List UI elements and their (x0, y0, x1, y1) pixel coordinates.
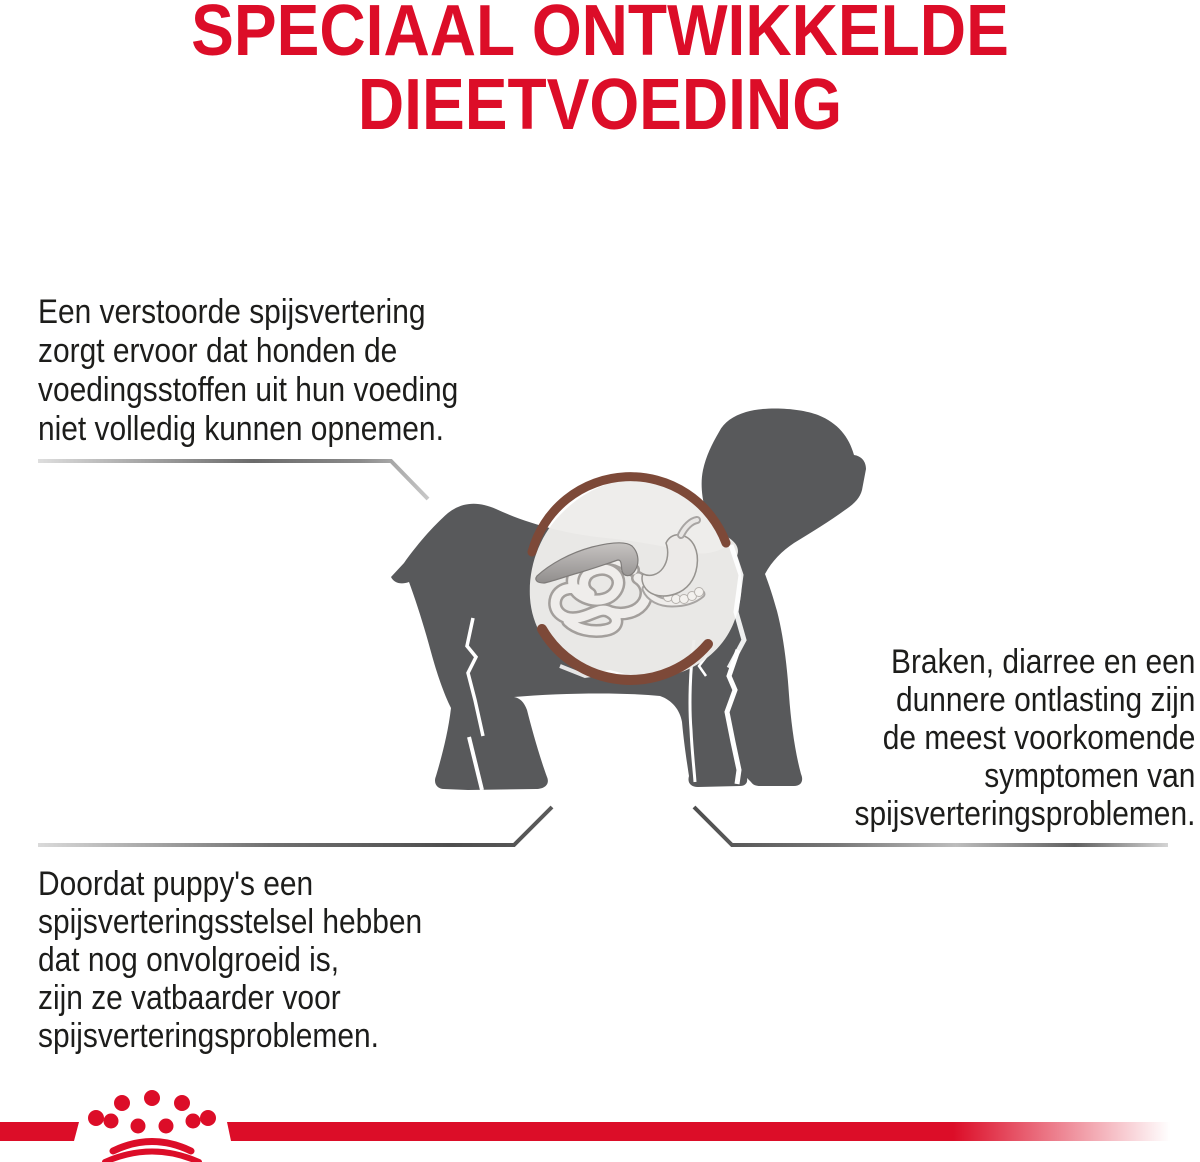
crown-dot (174, 1095, 190, 1111)
page-title-line-1: SPECIAAL ONTWIKKELDE (191, 0, 1009, 71)
crown-dot (114, 1095, 130, 1111)
text-line: Doordat puppy's een (38, 865, 314, 903)
text-line: Een verstoorde spijsvertering (38, 293, 426, 331)
text-line: dat nog onvolgroeid is, (38, 941, 340, 979)
crown-dot (186, 1114, 201, 1129)
text-line: voedingsstoffen uit hun voeding (38, 371, 459, 409)
text-line: zijn ze vatbaarder voor (38, 979, 341, 1017)
text-line: Braken, diarree en een (890, 643, 1195, 681)
text-line: zorgt ervoor dat honden de (38, 332, 398, 370)
callout-line-right (694, 807, 1168, 845)
text-line: spijsverteringsproblemen. (854, 795, 1195, 833)
callout-line-top-left (38, 461, 428, 499)
page-title-line-2: DIEETVOEDING (357, 65, 843, 145)
text-line: spijsverteringsproblemen. (38, 1017, 379, 1055)
callout-line-bottom-left (38, 807, 552, 845)
crown-arc-lower (105, 1152, 199, 1162)
text-line: de meest voorkomende (882, 719, 1195, 757)
brand-band-left-segment (0, 1122, 79, 1141)
text-line: spijsverteringsstelsel hebben (38, 903, 423, 941)
brand-band (0, 1090, 1170, 1162)
crown-dot (131, 1119, 146, 1134)
royal-canin-crown-logo (88, 1090, 216, 1162)
crown-dot (200, 1110, 216, 1126)
text-line: niet volledig kunnen opnemen. (38, 410, 444, 448)
crown-dot (104, 1114, 119, 1129)
text-line: symptomen van (983, 757, 1195, 795)
crown-dot (159, 1119, 174, 1134)
text-line: dunnere ontlasting zijn (895, 681, 1195, 719)
crown-dot (144, 1090, 160, 1106)
brand-band-right-segment (227, 1122, 1170, 1141)
crown-dot (88, 1110, 104, 1126)
